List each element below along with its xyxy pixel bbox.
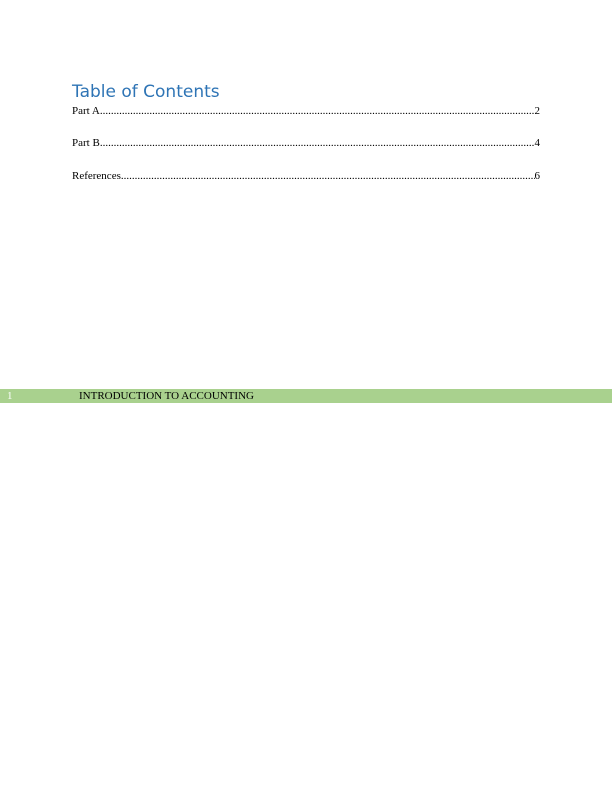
toc-entry-page-number: 2 bbox=[534, 105, 540, 117]
toc-entry-part-b[interactable] bbox=[72, 136, 540, 150]
toc-entry-label: References bbox=[72, 170, 121, 182]
toc-heading: Table of Contents bbox=[72, 82, 220, 102]
toc-entry-label: Part B bbox=[72, 137, 100, 149]
footer-band bbox=[0, 389, 612, 403]
toc-entry-page-number: 6 bbox=[534, 170, 540, 182]
toc-dot-leader bbox=[100, 104, 535, 118]
toc-dot-leader bbox=[100, 136, 535, 150]
footer-page-number: 1 bbox=[7, 390, 13, 402]
toc-entry-references[interactable] bbox=[72, 169, 540, 183]
toc-entry-label: Part A bbox=[72, 105, 100, 117]
footer-running-title: INTRODUCTION TO ACCOUNTING bbox=[79, 390, 254, 402]
toc-entry-part-a[interactable] bbox=[72, 104, 540, 118]
toc-entry-page-number: 4 bbox=[534, 137, 540, 149]
toc-dot-leader bbox=[121, 169, 535, 183]
